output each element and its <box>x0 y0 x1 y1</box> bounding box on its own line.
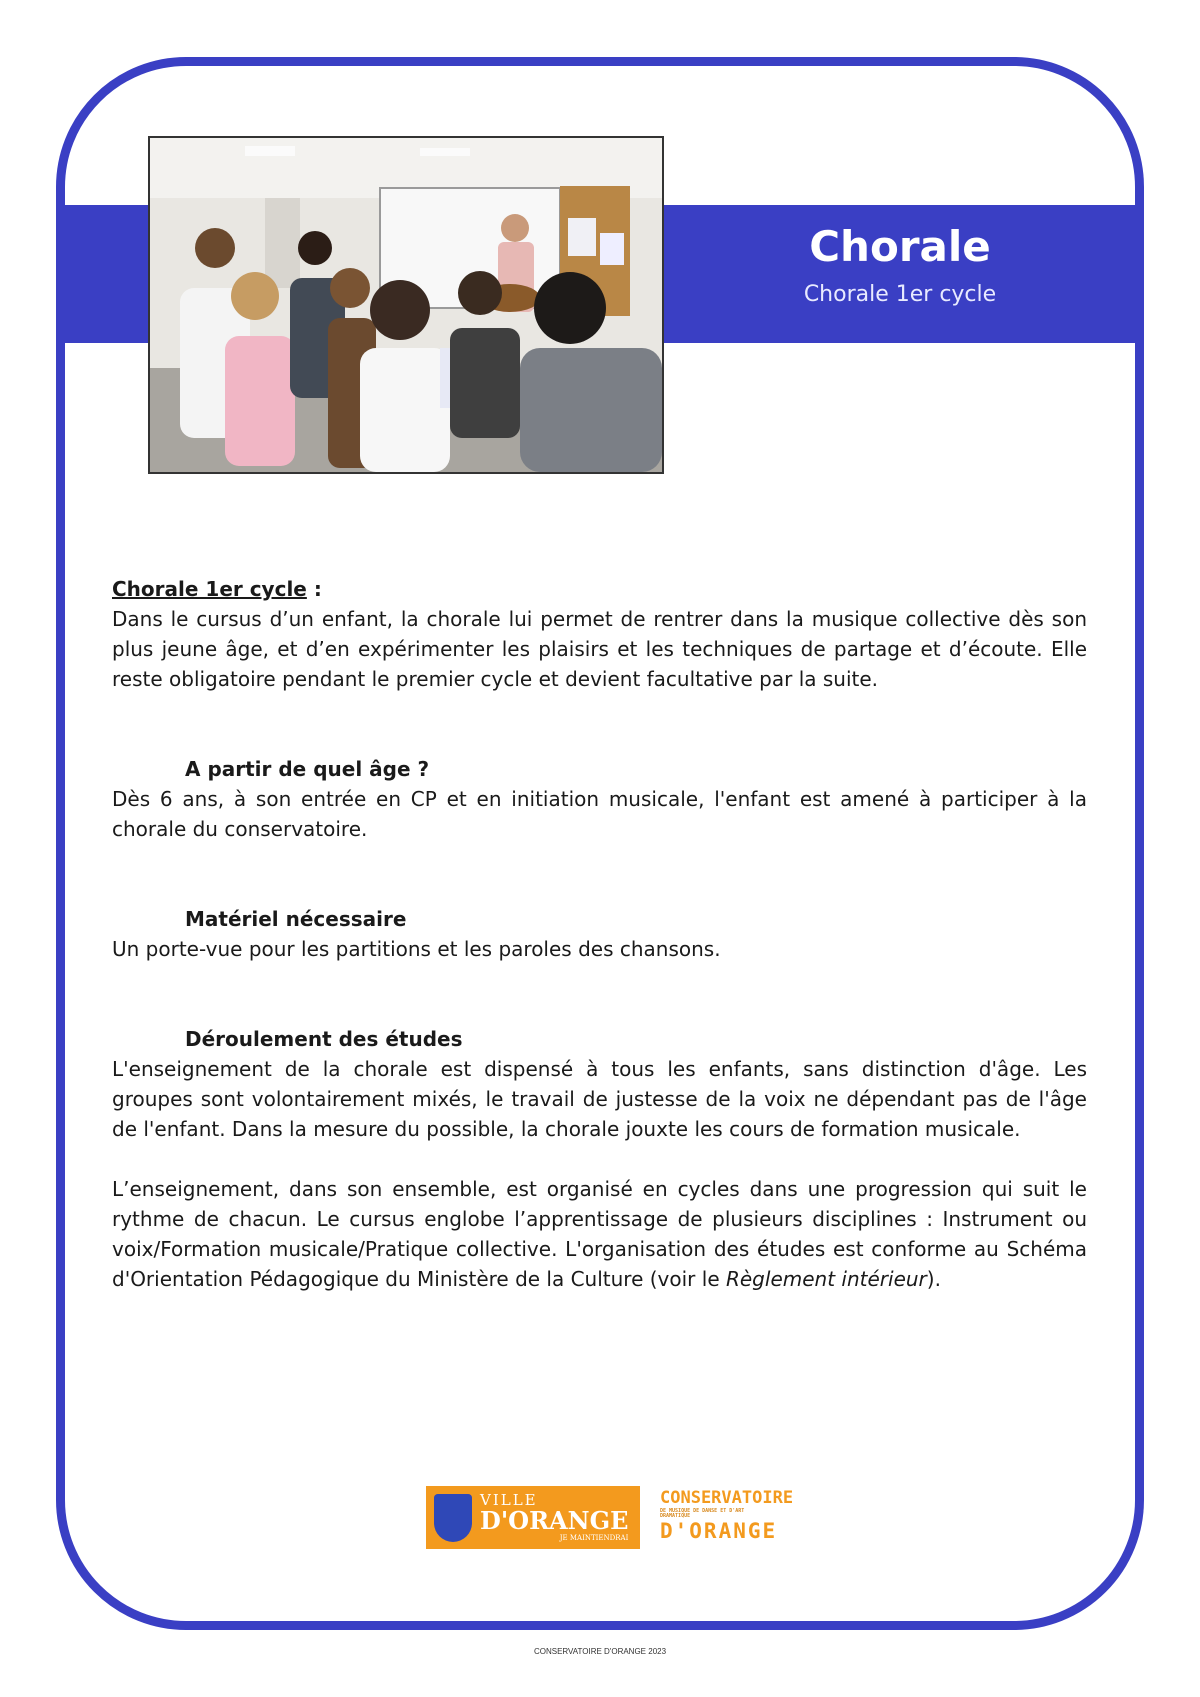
content-heading-text: Chorale 1er cycle <box>112 577 307 601</box>
page-title: Chorale <box>809 222 991 271</box>
page-subtitle: Chorale 1er cycle <box>803 282 997 307</box>
content-heading <box>112 574 1087 604</box>
section-text-organisation <box>112 1174 1087 1294</box>
section-title-materiel: Matériel nécessaire <box>185 907 407 931</box>
footer-text: CONSERVATOIRE D'ORANGE 2023 <box>533 1647 667 1656</box>
intro-paragraph: Dans le cursus d’un enfant, la chorale lui permet de rentrer dans la musique collective dès son plus jeune âge, et d’en expérimenter les plaisirs et les techniques de partage et d’écoute. Elle reste obligatoire pendant le premier cycle et devient facultative par la suite. <box>112 607 1087 691</box>
content-heading-suffix: : <box>306 577 322 601</box>
conservatoire-logo <box>660 1488 794 1550</box>
section-title-deroulement: Déroulement des études <box>185 1027 463 1051</box>
ville-line2: D'ORANGE <box>480 1506 629 1535</box>
shield-icon <box>434 1494 472 1542</box>
ville-orange-logo <box>426 1486 640 1549</box>
conservatoire-line1: CONSERVATOIRE <box>660 1488 794 1508</box>
conservatoire-line2: D'ORANGE <box>660 1519 778 1543</box>
organisation-text-before: L’enseignement, dans son ensemble, est organisé en cycles dans une progression qui suit le rythme de chacun. Le cursus englobe l’apprentissage de plusieurs disciplines : Instrument ou voix/Formation musicale/Pratique collective. L'organisation des études est conforme au Schéma d'Orientation Pédagogique du Ministère de la Culture (voir le <box>112 1177 1087 1291</box>
section-text-deroulement: L'enseignement de la chorale est dispensé à tous les enfants, sans distinction d'âge. Les groupes sont volontairement mixés, le travail de justesse de la voix ne dépendant pas de l'âge de l'enfant. Dans la mesure du possible, la chorale jouxte les cours de formation musicale. <box>112 1057 1087 1141</box>
ville-motto: JE MAINTIENDRAI <box>559 1534 629 1542</box>
section-text-age: Dès 6 ans, à son entrée en CP et en initiation musicale, l'enfant est amené à participer à la chorale du conservatoire. <box>112 787 1087 841</box>
choir-photo <box>148 136 664 474</box>
reglement-interieur-link[interactable]: Règlement intérieur <box>725 1267 927 1291</box>
conservatoire-small: DE MUSIQUE DE DANSE ET D'ART DRAMATIQUE <box>660 1508 745 1519</box>
organisation-text-after: ). <box>926 1267 941 1291</box>
section-text-materiel: Un porte-vue pour les partitions et les paroles des chansons. <box>112 937 721 961</box>
main-content <box>112 574 1087 1294</box>
photo-choir-rehearsal-icon <box>150 138 662 472</box>
ville-line1: VILLE <box>480 1491 538 1509</box>
section-title-age: A partir de quel âge ? <box>185 757 430 781</box>
